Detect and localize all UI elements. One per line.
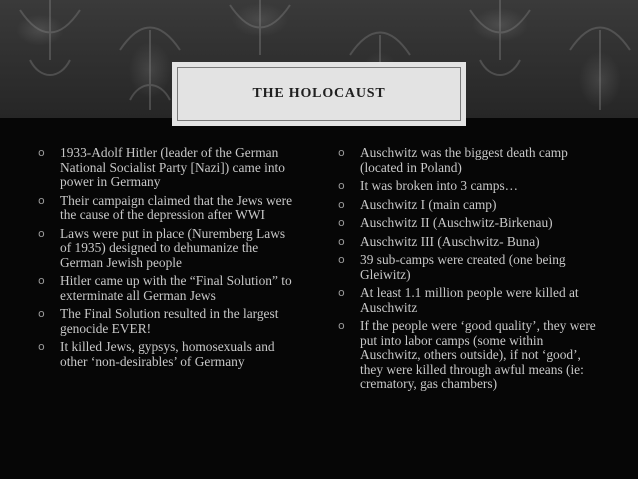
bullet-icon: o — [38, 193, 45, 207]
bullet-icon: o — [338, 234, 345, 248]
bullet-icon: o — [38, 146, 45, 159]
list-item: o The Final Solution resulted in the largest genocide EVER! — [38, 306, 279, 336]
list-item: o Auschwitz II (Auschwitz-Birkenau) — [338, 215, 553, 230]
list-item: o Their campaign claimed that the Jews were the cause of the depression after WWI — [38, 192, 293, 222]
slide-title-box — [172, 62, 466, 126]
bullet-icon: o — [338, 216, 345, 229]
bullet-icon: o — [38, 307, 45, 320]
list-item: o Auschwitz was the biggest death camp (located in Poland) — [338, 145, 568, 175]
bullet-icon: o — [338, 146, 345, 159]
bullet-icon: o — [338, 197, 345, 211]
bullet-icon: o — [338, 319, 345, 332]
list-item: o Hitler came up with the “Final Solution” to exterminate all German Jews — [38, 273, 292, 303]
bullet-icon: o — [38, 340, 45, 353]
left-bullet-list — [38, 146, 298, 373]
list-item: o Auschwitz I (main camp) — [338, 196, 497, 212]
list-item: o At least 1.1 million people were killed at Auschwitz — [338, 285, 579, 315]
slide-title: THE HOLOCAUST — [252, 86, 386, 101]
bullet-icon: o — [38, 226, 45, 240]
bullet-icon: o — [338, 286, 345, 299]
list-item: o Auschwitz III (Auschwitz- Buna) — [338, 233, 540, 249]
right-bullet-list — [338, 146, 598, 396]
list-item: o Laws were put in place (Nuremberg Laws of 1935) designed to dehumanize the German Jewish people — [38, 225, 286, 270]
list-item: o 1933-Adolf Hitler (leader of the German National Socialist Party [Nazi]) came into power in Germany — [38, 145, 285, 189]
list-item: o 39 sub-camps were created (one being Gleiwitz) — [338, 252, 566, 282]
list-item: o It was broken into 3 camps… — [338, 178, 519, 193]
list-item: o It killed Jews, gypsys, homosexuals and other ‘non-desirables’ of Germany — [38, 339, 275, 369]
list-item: o If the people were ‘good quality’, they were put into labor camps (some within Auschwitz, others outside), if not ‘good’, they were killed through awful means (ie: crematory, gas chambers) — [338, 318, 596, 391]
bullet-icon: o — [38, 274, 45, 287]
bullet-icon: o — [338, 253, 345, 266]
bullet-icon: o — [338, 179, 345, 192]
